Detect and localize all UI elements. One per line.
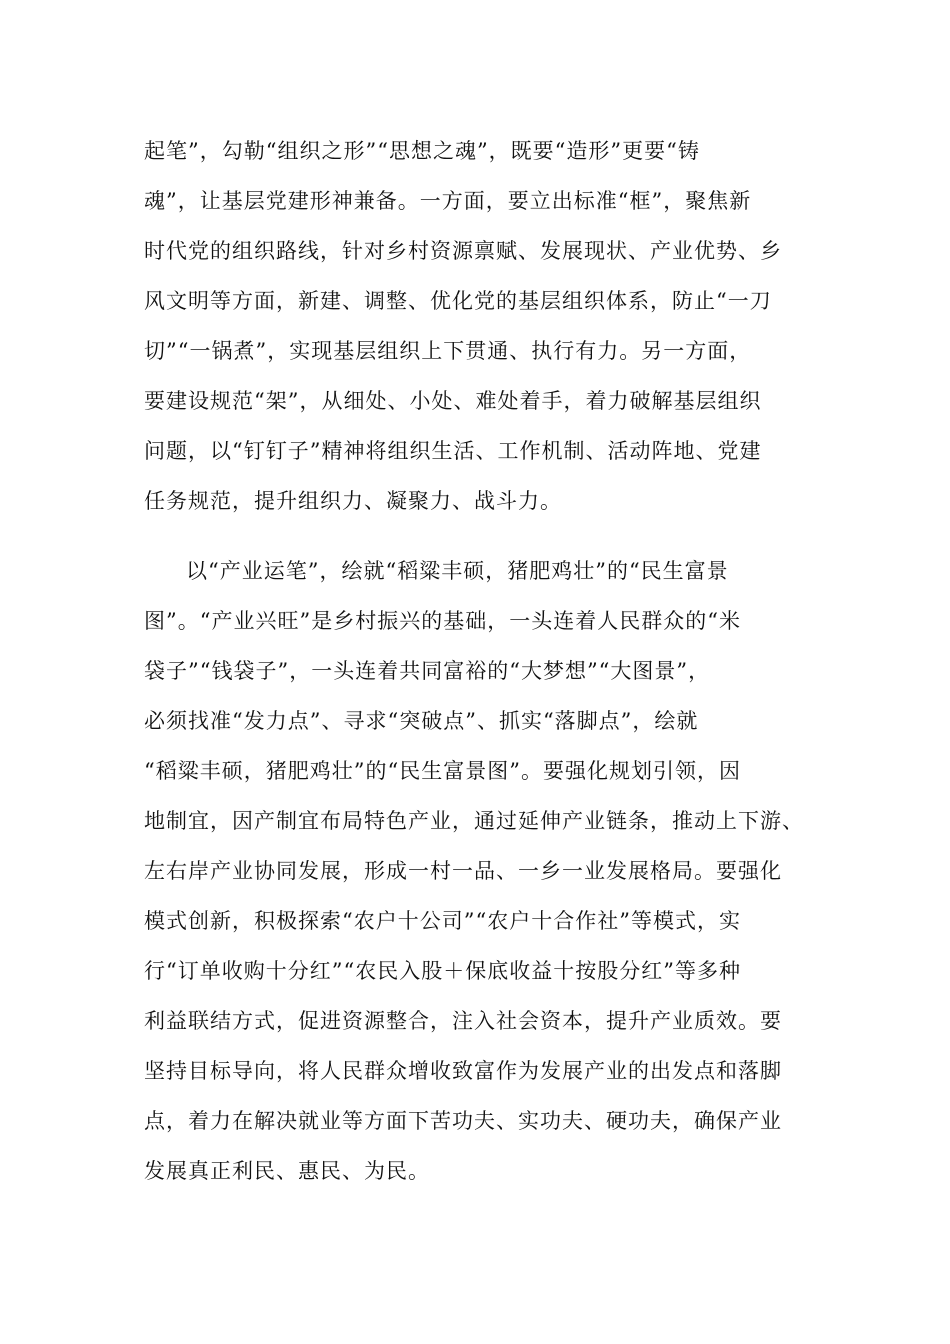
text-line: 行“订单收购十分红”“农民入股＋保底收益十按股分红”等多种 bbox=[144, 959, 741, 983]
text-line: 时代党的组织路线，针对乡村资源禀赋、发展现状、产业优势、乡 bbox=[144, 239, 782, 263]
text-line: 起笔”，勾勒“组织之形”“思想之魂”，既要“造形”更要“铸 bbox=[144, 139, 700, 163]
text-line: 问题，以“钉钉子”精神将组织生活、工作机制、活动阵地、党建 bbox=[144, 439, 762, 463]
text-line: 坚持目标导向，将人民群众增收致富作为发展产业的出发点和落脚 bbox=[144, 1059, 782, 1083]
text-line: 任务规范，提升组织力、凝聚力、战斗力。 bbox=[144, 489, 562, 513]
text-line: 点，着力在解决就业等方面下苦功夫、实功夫、硬功夫，确保产业 bbox=[144, 1109, 782, 1133]
text-line: 地制宜，因产制宜布局特色产业，通过延伸产业链条，推动上下游、 bbox=[144, 809, 804, 833]
text-line: 袋子”“钱袋子”，一头连着共同富裕的“大梦想”“大图景”， bbox=[144, 659, 711, 683]
text-line: 魂”，让基层党建形神兼备。一方面，要立出标准“框”，聚焦新 bbox=[144, 189, 752, 213]
text-line: 模式创新，积极探索“农户十公司”“农户十合作社”等模式，实 bbox=[144, 909, 741, 933]
text-line: 切”“一锅煮”，实现基层组织上下贯通、执行有力。另一方面， bbox=[144, 339, 752, 363]
text-line: 要建设规范“架”，从细处、小处、难处着手，着力破解基层组织 bbox=[144, 389, 762, 413]
text-line: 风文明等方面，新建、调整、优化党的基层组织体系，防止“一刀 bbox=[144, 289, 772, 313]
text-line: 左右岸产业协同发展，形成一村一品、一乡一业发展格局。要强化 bbox=[144, 859, 782, 883]
text-line: 以“产业运笔”，绘就“稻粱丰硕，猪肥鸡壮”的“民生富景 bbox=[186, 559, 729, 583]
text-line: 必须找准“发力点”、寻求“突破点”、抓实“落脚点”，绘就 bbox=[144, 709, 699, 733]
text-line: 图”。“产业兴旺”是乡村振兴的基础，一头连着人民群众的“米 bbox=[144, 609, 741, 633]
text-line: 利益联结方式，促进资源整合，注入社会资本，提升产业质效。要 bbox=[144, 1009, 782, 1033]
text-line: “稻粱丰硕，猪肥鸡壮”的“民生富景图”。要强化规划引领，因 bbox=[144, 759, 741, 783]
text-line: 发展真正利民、惠民、为民。 bbox=[144, 1159, 430, 1183]
